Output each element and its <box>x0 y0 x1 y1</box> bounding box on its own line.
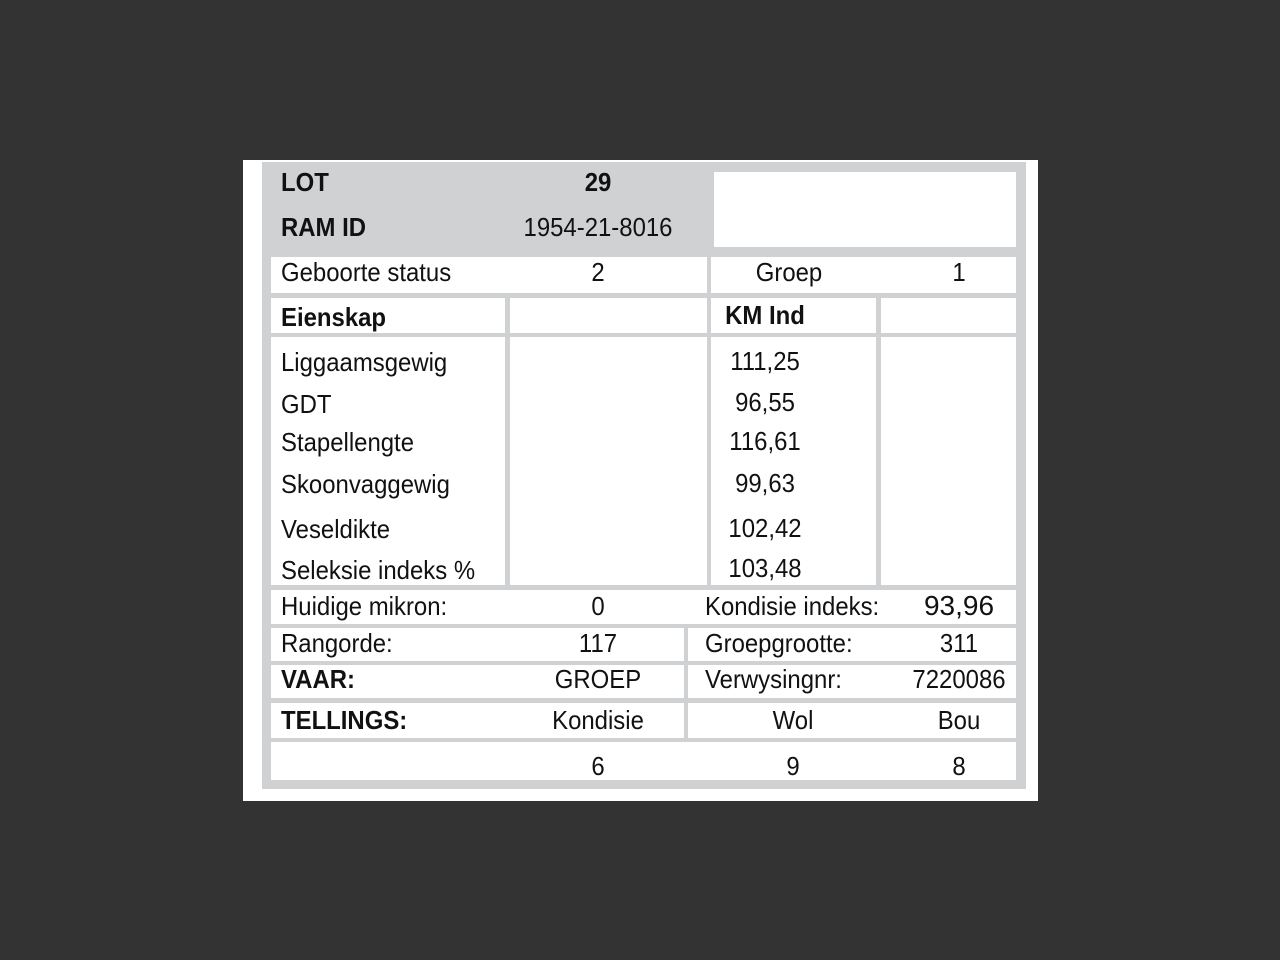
condition-index-value: 93,96 <box>923 590 995 621</box>
blank-header-box <box>714 172 1016 247</box>
blank-header-cell-2 <box>881 298 1016 333</box>
rank-label: Rangorde: <box>281 628 393 658</box>
trait-label: Seleksie indeks % <box>281 555 476 585</box>
counts-column-value: 9 <box>786 751 800 781</box>
group-size-value: 311 <box>939 628 979 658</box>
trait-value: 116,61 <box>729 426 801 456</box>
sire-label: VAAR: <box>281 664 355 694</box>
trait-label: Liggaamsgewig <box>281 347 448 377</box>
reference-value: 7220086 <box>912 664 1006 694</box>
trait-value: 99,63 <box>735 468 795 498</box>
birth-status-label: Geboorte status <box>281 257 452 287</box>
condition-index-label: Kondisie indeks: <box>705 591 880 621</box>
blank-trait-cell <box>510 337 707 585</box>
trait-label: Veseldikte <box>281 514 391 544</box>
trait-label: Stapellengte <box>281 427 414 457</box>
group-label: Groep <box>755 257 823 287</box>
ram-id-value: 1954-21-8016 <box>523 212 673 242</box>
birth-status-value: 2 <box>591 257 605 287</box>
counts-label: TELLINGS: <box>281 705 408 735</box>
counts-column-label: Wol <box>772 705 814 735</box>
counts-column-label: Kondisie <box>552 705 644 735</box>
group-size-label: Groepgrootte: <box>705 628 853 658</box>
trait-value: 96,55 <box>735 387 795 417</box>
lot-label: LOT <box>281 167 329 197</box>
group-value: 1 <box>952 257 966 287</box>
trait-label: GDT <box>281 389 332 419</box>
reference-label: Verwysingnr: <box>705 664 842 694</box>
lot-value: 29 <box>584 167 612 197</box>
rank-value: 117 <box>578 628 618 658</box>
micron-label: Huidige mikron: <box>281 591 448 621</box>
property-header: Eienskap <box>281 302 387 332</box>
blank-header-cell <box>510 298 707 333</box>
counts-column-label: Bou <box>937 705 981 735</box>
sire-value: GROEP <box>554 664 642 694</box>
index-header: KM Ind <box>725 300 805 330</box>
trait-value: 102,42 <box>728 513 802 543</box>
micron-value: 0 <box>591 591 605 621</box>
trait-value: 111,25 <box>730 346 800 376</box>
counts-values-row <box>271 742 1016 780</box>
trait-value: 103,48 <box>728 553 802 583</box>
trait-label: Skoonvaggewig <box>281 469 450 499</box>
ram-id-label: RAM ID <box>281 212 367 242</box>
counts-column-value: 8 <box>952 751 966 781</box>
blank-trait-cell-2 <box>881 337 1016 585</box>
counts-column-value: 6 <box>591 751 605 781</box>
